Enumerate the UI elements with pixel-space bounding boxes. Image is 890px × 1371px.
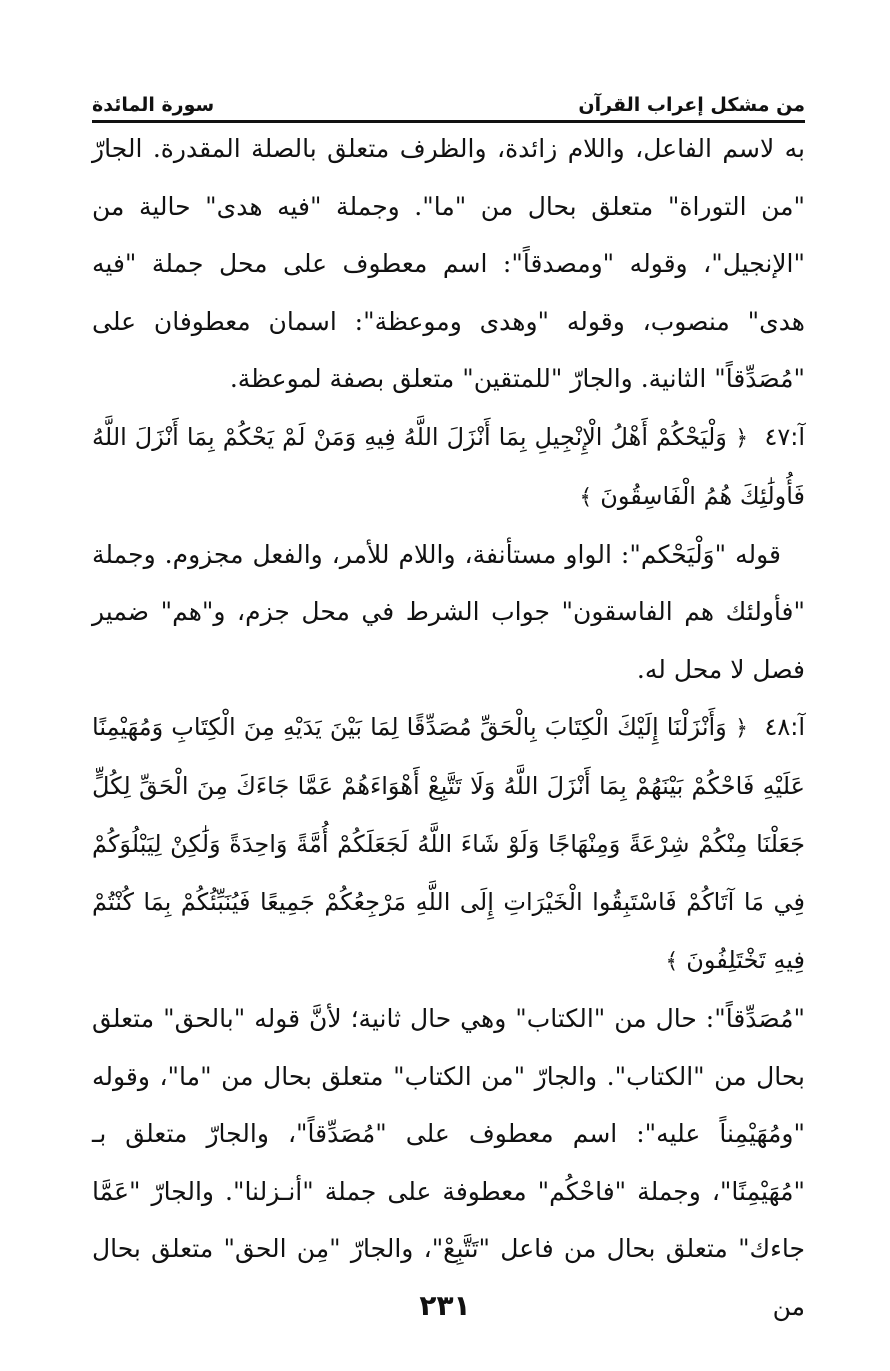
verse-text: وَأَنْزَلْنَا إِلَيْكَ الْكِتَابَ بِالْحَقِّ مُصَدِّقًا لِمَا بَيْنَ يَدَيْهِ مِنَ الْكِتَابِ وَمُهَيْمِنًا عَلَيْهِ فَاحْكُمْ بَيْنَهُمْ بِمَا أَنْزَلَ اللَّهُ وَلَا تَتَّبِعْ أَهْوَاءَهُمْ عَمَّا جَاءَكَ مِنَ الْحَقِّ لِكُلٍّ جَعَلْنَا مِنْكُمْ شِرْعَةً وَمِنْهَاجًا وَلَوْ شَاءَ اللَّهُ لَجَعَلَكُمْ أُمَّةً وَاحِدَةً وَلَٰكِنْ لِيَبْلُوَكُمْ فِي مَا آتَاكُمْ فَاسْتَبِقُوا الْخَيْرَاتِ إِلَى اللَّهِ مَرْجِعُكُمْ جَمِيعًا فَيُنَبِّئُكُمْ بِمَا كُنْتُمْ فِيهِ تَخْتَلِفُونَ <box>92 713 805 974</box>
page-body <box>92 120 805 1335</box>
verse-close-bracket: ﴾ <box>579 484 593 510</box>
commentary-paragraph: به لاسم الفاعل، واللام زائدة، والظرف متعلق بالصلة المقدرة. الجارّ "من التوراة" متعلق بحال من "ما". وجملة "فيه هدى" حالية من "الإنجيل"، وقوله "ومصدقاً": اسم معطوف على محل جملة "فيه هدى" منصوب، وقوله "وهدى وموعظة": اسمان معطوفان على "مُصَدِّقاً" الثانية. والجارّ "للمتقين" متعلق بصفة لموعظة. <box>92 134 805 393</box>
surah-title: سورة المائدة <box>92 94 215 116</box>
verse-reference: آ:٤٨ <box>764 713 806 741</box>
verse-47 <box>92 408 805 526</box>
verse-open-bracket: ﴿ <box>735 425 749 451</box>
book-title: من مشكل إعراب القرآن <box>578 94 805 116</box>
commentary-paragraph: "مُصَدِّقاً": حال من "الكتاب" وهي حال ثانية؛ لأنَّ قوله "بالحق" متعلق بحال من "الكتاب". والجارّ "من الكتاب" متعلق بحال من "ما"، وقوله "ومُهَيْمِناً عليه": اسم معطوف على "مُصَدِّقاً"، والجارّ متعلق بـ "مُهَيْمِنًا"، وجملة "فاحْكُم" معطوفة على جملة "أنـزلنا". والجارّ "عَمَّا جاءك" متعلق بحال من فاعل "تَتَّبِعْ"، والجارّ "مِن الحق" متعلق بحال من <box>92 1004 805 1321</box>
commentary-paragraph: قوله "وَلْيَحْكم": الواو مستأنفة، واللام للأمر، والفعل مجزوم. وجملة "فأولئك هم الفاسقون" جواب الشرط في محل جزم، و"هم" ضمير فصل لا محل له. <box>92 539 805 684</box>
page-number: ٢٣١ <box>419 1289 471 1322</box>
verse-reference: آ:٤٧ <box>764 422 805 451</box>
verse-text: وَلْيَحْكُمْ أَهْلُ الْإِنْجِيلِ بِمَا أَنْزَلَ اللَّهُ فِيهِ وَمَنْ لَمْ يَحْكُمْ بِمَا أَنْزَلَ اللَّهُ فَأُولَٰئِكَ هُمُ الْفَاسِقُونَ <box>92 422 805 510</box>
verse-close-bracket: ﴾ <box>665 949 679 974</box>
verse-48 <box>92 698 805 990</box>
running-header <box>92 84 805 116</box>
verse-open-bracket: ﴿ <box>735 716 749 741</box>
